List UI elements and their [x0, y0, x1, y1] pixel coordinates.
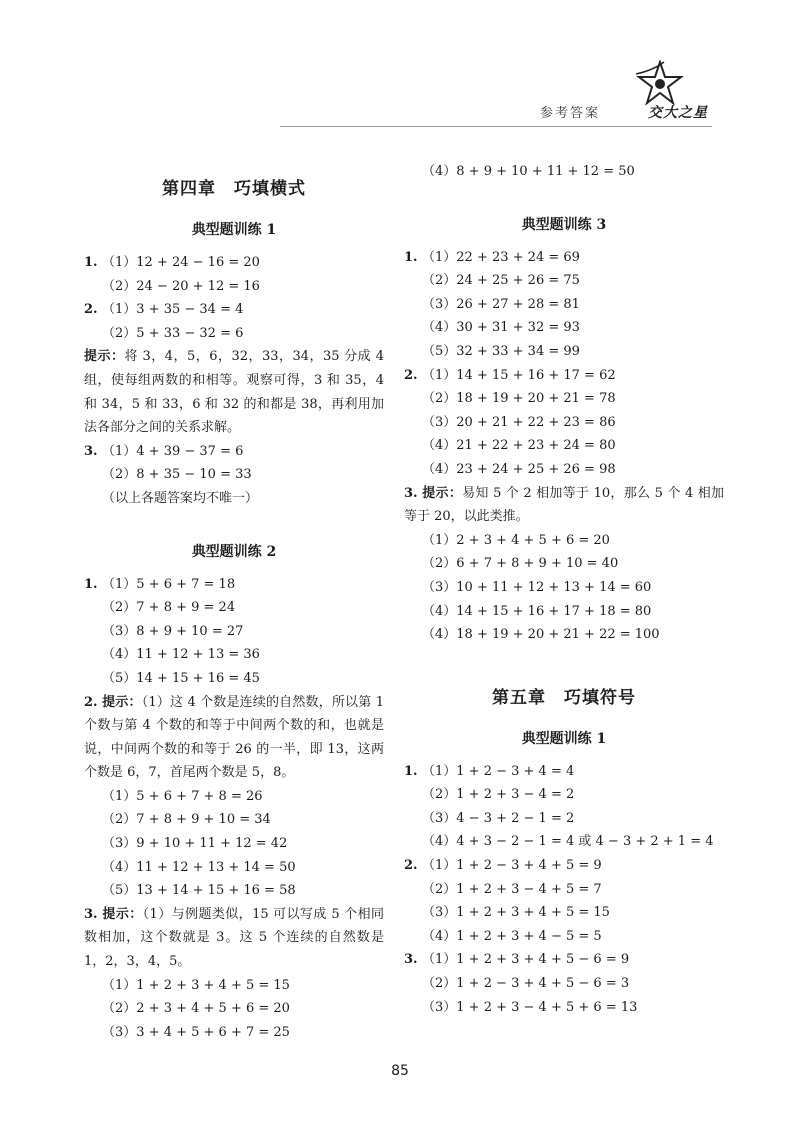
star-logo-icon: [634, 60, 686, 106]
hint-text: 将 3，4，5，6，32，33，34，35 分成 4 组，使每组两数的和相等。观察可得，3 和 35，4 和 34，5 和 33，6 和 32 的和都是 38，再利用加法各部分之间的关系求解。: [84, 349, 384, 436]
answer-text: （1）3 + 35 − 34 = 4: [102, 302, 244, 318]
answer-line: （5）32 + 33 + 34 = 99: [422, 343, 580, 359]
hint-paragraph: [404, 482, 724, 529]
left-column: [84, 160, 384, 1044]
answer-line: （4）4 + 3 − 2 − 1 = 4 或 4 − 3 + 2 + 1 = 4: [422, 834, 714, 850]
question-number: 2.: [84, 694, 98, 710]
answer-line: （4）8 + 9 + 10 + 11 + 12 = 50: [422, 164, 635, 179]
answer-line: （2）18 + 19 + 20 + 21 = 78: [422, 391, 616, 407]
answer-line: （3）26 + 27 + 28 = 81: [422, 296, 580, 312]
question-number: 3.: [404, 952, 418, 968]
answer-text: （1）12 + 24 − 16 = 20: [102, 255, 260, 270]
section-title: 典型题训练 3: [521, 216, 607, 233]
answer-line: （2）5 + 33 − 32 = 6: [102, 325, 244, 341]
note-line: （以上各题答案均不唯一）: [102, 490, 259, 506]
hint-paragraph: [84, 691, 384, 785]
answer-line: （1）1 + 2 + 3 + 4 + 5 = 15: [102, 977, 290, 993]
answer-text: （1）22 + 23 + 24 = 69: [422, 249, 580, 265]
answer-line: （4）14 + 15 + 16 + 17 + 18 = 80: [422, 603, 652, 619]
page-number: 85: [391, 1063, 409, 1079]
hint-label: 提示：: [422, 485, 463, 501]
question-number: 1.: [84, 255, 98, 270]
question-number: 2.: [404, 858, 418, 874]
answer-line: （4）1 + 2 + 3 + 4 − 5 = 5: [422, 928, 602, 944]
hint-text: （1）与例题类似，15 可以写成 5 个相同数相加，这个数就是 3。这 5 个连续的自然数是 1，2，3，4，5。: [84, 906, 384, 970]
page-header: [280, 60, 712, 127]
answer-line: （5）14 + 15 + 16 = 45: [102, 670, 260, 686]
answer-line: [404, 760, 724, 784]
hint-text: 易知 5 个 2 相加等于 10，那么 5 个 4 相加等于 20，以此类推。: [404, 485, 724, 525]
answer-line: （3）10 + 11 + 12 + 13 + 14 = 60: [422, 579, 652, 595]
hint-label: 提示：: [102, 906, 143, 922]
answer-line: （3）4 − 3 + 2 − 1 = 2: [422, 810, 575, 826]
answer-line: （2）7 + 8 + 9 = 24: [102, 600, 236, 616]
question-number: 3.: [404, 485, 418, 501]
hint-paragraph: [84, 903, 384, 974]
answer-line: （2）2 + 3 + 4 + 5 + 6 = 20: [102, 1001, 290, 1017]
answer-text: （1）1 + 2 − 3 + 4 = 4: [422, 763, 575, 779]
answer-line: （1）2 + 3 + 4 + 5 + 6 = 20: [422, 532, 610, 548]
answer-line: （4）23 + 24 + 25 + 26 = 98: [422, 461, 616, 477]
answer-line: [404, 364, 724, 388]
answer-text: （1）5 + 6 + 7 = 18: [102, 576, 236, 592]
answer-line: （3）1 + 2 + 3 − 4 + 5 + 6 = 13: [422, 999, 638, 1015]
answer-text: （1）1 + 2 − 3 + 4 + 5 = 9: [422, 858, 602, 874]
question-number: 2.: [404, 367, 418, 383]
answer-line: （4）11 + 12 + 13 = 36: [102, 647, 260, 663]
answer-line: [404, 854, 724, 878]
answer-line: （3）9 + 10 + 11 + 12 = 42: [102, 836, 288, 852]
answer-text: （1）14 + 15 + 16 + 17 = 62: [422, 367, 616, 383]
hint-paragraph: [84, 345, 384, 439]
hint-text: （1）这 4 个数是连续的自然数，所以第 1 个数与第 4 个数的和等于中间两个数的和，也就是说，中间两个数的和等于 26 的一半，即 13，这两个数是 6，7，首尾两个数是 5，8。: [84, 694, 384, 781]
answer-line: （3）3 + 4 + 5 + 6 + 7 = 25: [102, 1024, 290, 1040]
answer-line: （4）21 + 22 + 23 + 24 = 80: [422, 438, 616, 454]
answer-line: （2）24 − 20 + 12 = 16: [102, 278, 260, 294]
answer-line: （4）11 + 12 + 13 + 14 = 50: [102, 859, 296, 875]
question-number: 1.: [84, 576, 98, 592]
answer-line: （4）30 + 31 + 32 = 93: [422, 320, 580, 336]
question-number: 2.: [84, 302, 98, 318]
answer-line: [404, 948, 724, 972]
answer-line: （2）7 + 8 + 9 + 10 = 34: [102, 812, 271, 828]
question-number: 1.: [404, 763, 418, 779]
section-title: 典型题训练 2: [191, 543, 277, 560]
hint-label: 提示：: [102, 694, 142, 710]
answer-line: （1）5 + 6 + 7 + 8 = 26: [102, 788, 263, 804]
answer-line: （2）1 + 2 + 3 − 4 = 2: [422, 787, 575, 803]
answer-text: （1）1 + 2 + 3 + 4 + 5 − 6 = 9: [422, 952, 630, 968]
answer-line: （2）1 + 2 + 3 − 4 + 5 = 7: [422, 881, 602, 897]
answer-line: （5）13 + 14 + 15 + 16 = 58: [102, 883, 296, 899]
answer-line: [84, 298, 384, 322]
answer-line: [84, 440, 384, 464]
answer-line: （3）1 + 2 + 3 + 4 + 5 = 15: [422, 905, 610, 921]
chapter-4-title: 第四章 巧填横式: [162, 179, 306, 199]
answer-line: [404, 246, 724, 270]
answer-text: （1）4 + 39 − 37 = 6: [102, 443, 244, 459]
header-label: 参考答案: [539, 106, 600, 121]
answer-line: （2）24 + 25 + 26 = 75: [422, 273, 580, 289]
question-number: 3.: [84, 443, 98, 459]
answer-line: （2）6 + 7 + 8 + 9 + 10 = 40: [422, 556, 619, 572]
right-column: [404, 160, 724, 1019]
answer-line: （3）8 + 9 + 10 = 27: [102, 623, 244, 639]
answer-line: （2）1 + 2 − 3 + 4 + 5 − 6 = 3: [422, 976, 630, 992]
answer-line: [84, 251, 384, 275]
answer-line: （3）20 + 21 + 22 + 23 = 86: [422, 414, 616, 430]
hint-label: 提示：: [84, 349, 125, 365]
chapter-5-title: 第五章 巧填符号: [492, 687, 636, 708]
header-brand: 交大之星: [648, 105, 708, 121]
answer-line: （4）18 + 19 + 20 + 21 + 22 = 100: [422, 627, 660, 643]
question-number: 1.: [404, 249, 418, 265]
answer-line: [84, 573, 384, 597]
section-title: 典型题训练 1: [521, 730, 607, 747]
section-title: 典型题训练 1: [191, 222, 277, 238]
question-number: 3.: [84, 906, 98, 922]
answer-line: （2）8 + 35 − 10 = 33: [102, 467, 252, 483]
